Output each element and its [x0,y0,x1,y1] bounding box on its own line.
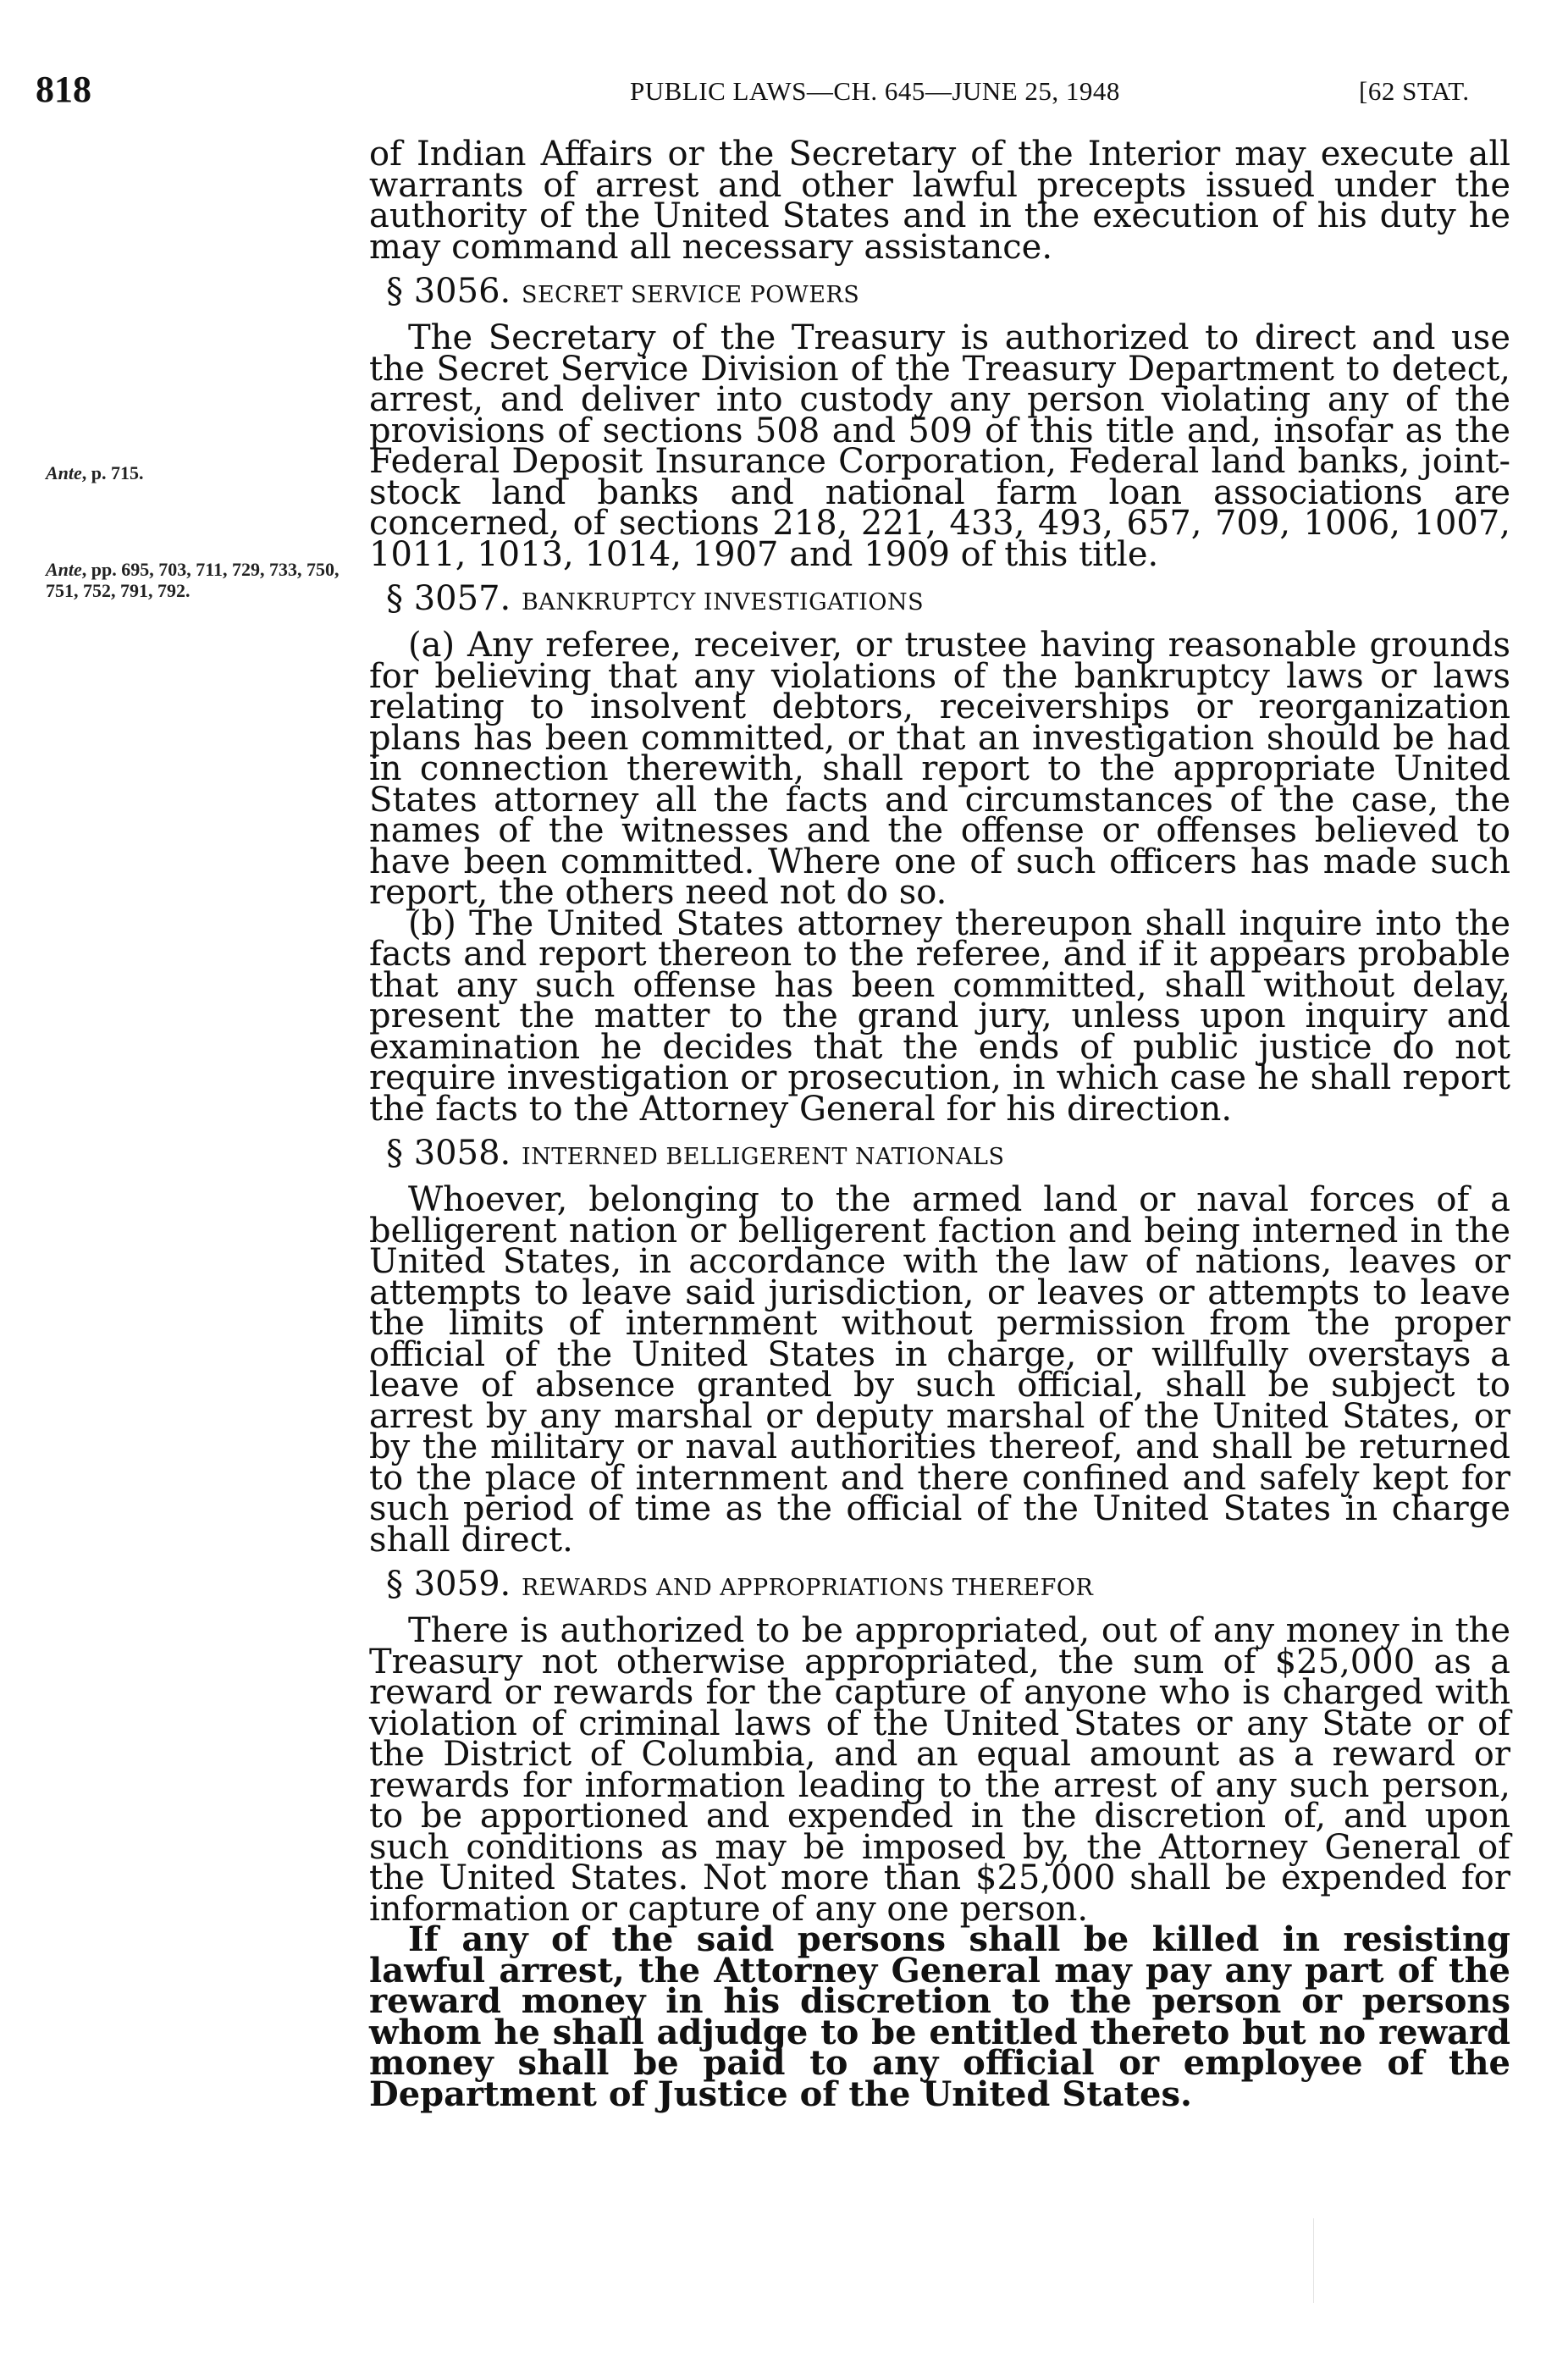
continued-paragraph: of Indian Affairs or the Secretary of the Interior may execute all warrants of arrest and other lawful precepts issued under the authority of the United States and in the execution of his duty he may command all necessary assistance. [369,135,1510,267]
section-title: BANKRUPTCY INVESTIGATIONS [521,589,925,616]
volume-reference: [62 STAT. [1359,76,1470,106]
section-heading-3058 [369,1136,1510,1174]
section-title: INTERNED BELLIGERENT NATIONALS [521,1144,1005,1170]
section-heading-3059 [369,1567,1510,1605]
margin-note-pages: , pp. 695, 703, 711, 729, 733, 750, 751, 752, 791, 792. [46,559,340,601]
margin-note-pages: , p. 715. [81,462,144,483]
section-paragraph: Whoever, belonging to the armed land or naval forces of a belligerent nation or belligerent faction and being interned in the United States, in accordance with the law of nations, leaves or attempts to leave said jurisdiction, or leaves or attempts to leave the limits of internment without permission from the proper official of the United States in charge, or willfully overstays a leave of absence granted by such official, shall be subject to arrest by any marshal or deputy marshal of the United States, or by the military or naval authorities thereof, and shall be returned to the place of internment and there confined and safely kept for such period of time as the official of the United States in charge shall direct. [369,1180,1510,1560]
margin-note-ante-715 [46,462,367,483]
margin-note-cite: Ante [46,559,82,580]
page-number: 818 [36,69,91,110]
statute-body [369,135,1510,2114]
section-paragraph: The Secretary of the Treasury is authorized to direct and use the Secret Service Division of the Treasury Department to detect, arrest, and deliver into custody any person violating any of the provisions of sections 508 and 509 of this title and, insofar as the Federal Deposit Insurance Corporation, Federal land banks, joint-stock land banks and national farm loan associations are concerned, of sections 218, 221, 433, 493, 657, 709, 1006, 1007, 1011, 1013, 1014, 1907 and 1909 of this title. [369,318,1510,574]
section-number: § 3058. [386,1134,511,1173]
page-header [0,68,1557,119]
section-number: § 3059. [386,1565,511,1604]
section-title: REWARDS AND APPROPRIATIONS THEREFOR [521,1575,1094,1601]
margin-note-ante-pages [46,559,359,601]
section-title: SECRET SERVICE POWERS [521,282,860,308]
section-number: § 3057. [386,579,511,618]
section-heading-3057 [369,579,1510,620]
section-paragraph: (b) The United States attorney thereupon shall inquire into the facts and report thereon to the referee, and if it appears probable that any such offense has been committed, shall without delay, present the matter to the grand jury, unless upon inquiry and examination he decides that the ends of public justice do not require investigation or prosecution, in which case he shall report the facts to the Attorney General for his direction. [369,903,1510,1129]
margin-note-cite: Ante [46,462,82,483]
section-paragraph: If any of the said persons shall be killed in resisting lawful arrest, the Attorney General may pay any part of the reward money in his discretion to the person or persons whom he shall adjudge to be entitled thereto but no reward money shall be paid to any official or employee of the Department of Justice of the United States. [369,1919,1510,2114]
section-heading-3056 [369,274,1510,312]
running-head: PUBLIC LAWS—CH. 645—JUNE 25, 1948 [630,76,1120,106]
section-number: § 3056. [386,272,511,311]
scan-artifact-line [1313,2218,1314,2303]
section-paragraph: (a) Any referee, receiver, or trustee having reasonable grounds for believing that any violations of the bankruptcy laws or laws relating to insolvent debtors, receiverships or reorganization plans has been committed, or that an investigation should be had in connection therewith, shall report to the appropriate United States attorney all the facts and circumstances of the case, the names of the witnesses and the offense or offenses believed to have been committed. Where one of such officers has made such report, the others need not do so. [369,626,1510,912]
section-paragraph: There is authorized to be appropriated, out of any money in the Treasury not otherwise appropriated, the sum of $25,000 as a reward or rewards for the capture of anyone who is charged with violation of criminal laws of the United States or any State or of the District of Columbia, and an equal amount as a reward or rewards for information leading to the arrest of any such person, to be apportioned and expended in the discretion of, and upon such conditions as may be imposed by, the Attorney General of the United States. Not more than $25,000 shall be expended for information or capture of any one person. [369,1611,1510,1929]
